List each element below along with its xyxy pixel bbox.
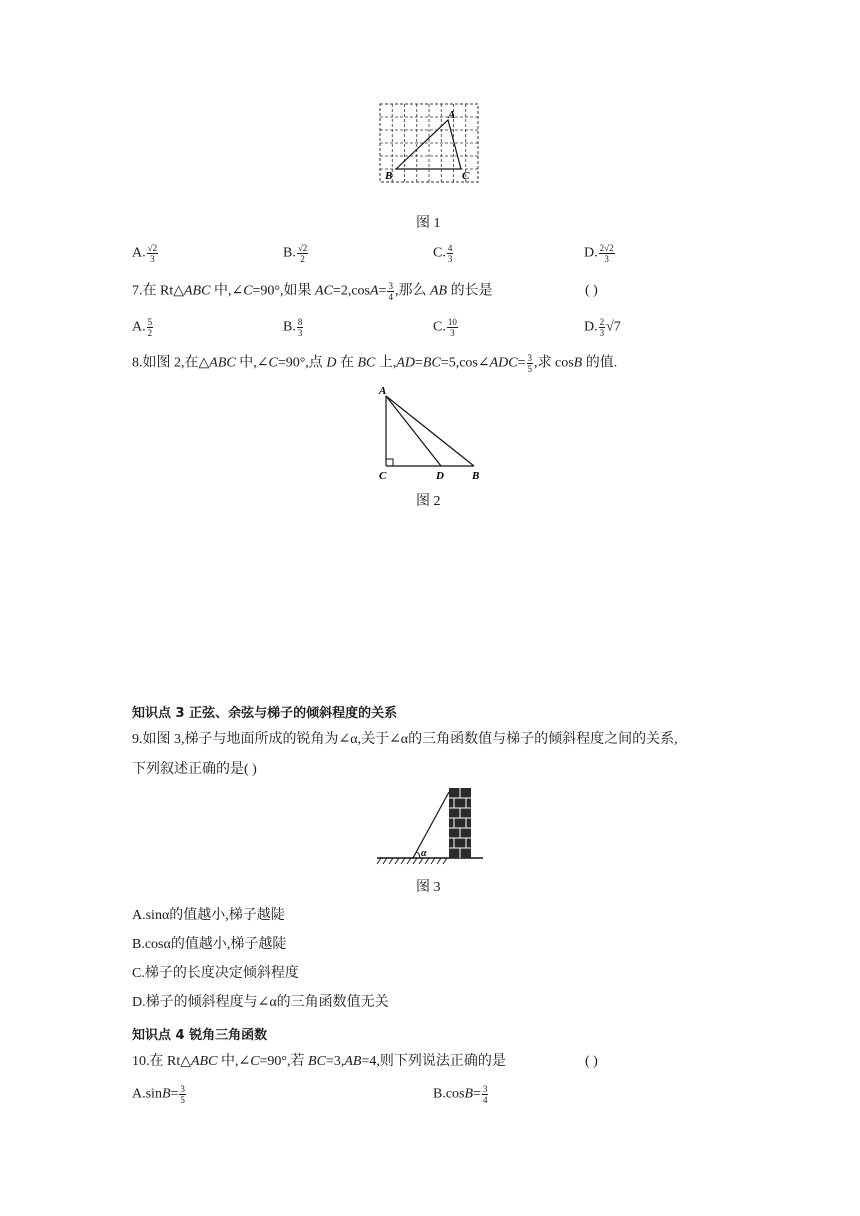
q7-text: 7.在 Rt△ [132,283,184,299]
q8-text: 的值. [582,355,618,371]
q9-option-b[interactable]: B.cosα的值越小,梯子越陡 [132,937,287,952]
q7-option-a-numerator: 5 [147,317,153,327]
question-10 [132,1052,506,1072]
q10-var-abc: ABC [191,1054,218,1069]
q7-text: =2,cos [332,283,370,299]
q10-var-c: C [250,1054,260,1069]
q8-frac-numerator: 3 [527,353,532,363]
q8-text: 在 [336,355,358,371]
q7-text: 的长是 [447,283,493,299]
figure-1-label-b: B [385,170,393,182]
q8-var-bc: BC [357,355,376,371]
q6-option-c-prefix: C. [433,245,446,261]
q7-option-b-numerator: 8 [297,317,303,327]
figure-1-label-a: A [448,109,456,121]
q10-answer-paren[interactable]: ( ) [585,1054,598,1069]
q6-option-a[interactable] [132,243,159,264]
figure-3 [375,786,487,868]
q10-option-b-denominator: 4 [482,1095,488,1105]
q10-var-ab: AB [344,1054,362,1069]
q7-option-a-denominator: 2 [147,328,153,338]
q10-option-a-prefix: A.sin [132,1086,162,1102]
q6-option-b-prefix: B. [283,245,296,261]
q7-var-a: A [369,283,379,299]
q10-option-a-var: B [161,1086,171,1102]
figure-2-right-triangle [374,382,490,484]
figure-3-label-alpha: α [421,848,427,859]
q7-option-c-denominator: 3 [450,328,455,338]
figure-1-label-c: C [462,170,470,182]
q8-text: =90°,点 [277,355,327,371]
q9-option-c[interactable]: C.梯子的长度决定倾斜程度 [132,966,299,981]
q7-var-ab: AB [429,283,448,299]
q7-option-d-denominator: 3 [599,328,605,338]
q6-option-d-prefix: D. [584,245,598,261]
q7-option-d[interactable] [584,317,621,338]
q9-option-a[interactable]: A.sinα的值越小,梯子越陡 [132,908,285,923]
section-4-title: 知识点 4 锐角三角函数 [132,1028,268,1043]
q10-text: =3, [325,1054,345,1069]
q7-option-b-prefix: B. [283,319,296,335]
q7-option-c[interactable] [433,317,459,338]
q8-text: = [415,355,423,371]
question-9-line-2: 下列叙述正确的是( ) [132,762,257,777]
q7-option-d-sqrt7: √7 [606,319,621,335]
q10-text: 中,∠ [217,1054,251,1069]
figure-2-label-c: C [379,470,387,482]
q8-frac-denominator: 5 [527,364,532,374]
q8-text: =5,cos∠ [440,355,490,371]
q8-var-d: D [326,355,337,371]
q7-var-abc: ABC [184,283,211,299]
q7-option-c-numerator: 10 [447,317,457,327]
q8-text: = [517,355,526,371]
q8-text: 上, [375,355,397,371]
q10-option-a-denominator: 5 [180,1095,185,1105]
question-8 [132,353,617,374]
q8-var-adc: ADC [489,355,518,371]
q10-option-a-numerator: 3 [180,1084,185,1094]
q6-option-d-numerator: 2√2 [599,243,614,253]
q8-var-ad: AD [396,355,415,371]
q6-option-b-denominator: 2 [300,254,305,264]
q10-option-b-numerator: 3 [482,1084,488,1094]
q6-option-d[interactable] [584,243,616,264]
q8-var-b: B [573,355,583,371]
q7-option-b-denominator: 3 [297,328,303,338]
q10-text: =90°,若 [259,1054,309,1069]
figure-2-caption: 图 2 [416,494,441,509]
figure-3-caption: 图 3 [416,880,441,895]
q8-text: ,求 cos [534,355,574,371]
q7-answer-paren[interactable]: ( ) [585,283,598,298]
question-9-line-1: 9.如图 3,梯子与地面所成的锐角为∠α,关于∠α的三角函数值与梯子的倾斜程度之间的关系, [132,732,678,747]
figure-1-caption: 图 1 [416,216,441,231]
q10-option-a-eq: = [170,1086,179,1102]
q7-option-c-prefix: C. [433,319,446,335]
q6-option-a-prefix: A. [132,245,146,261]
q6-option-a-denominator: 3 [150,254,155,264]
figure-1-grid-triangle [378,102,480,184]
figure-3-ladder-wall [375,786,487,868]
q7-option-d-numerator: 2 [599,317,605,327]
section-3-title: 知识点 3 正弦、余弦与梯子的倾斜程度的关系 [132,706,398,721]
figure-1 [378,102,480,184]
q7-text: =90°,如果 [252,283,316,299]
q8-text: 中,∠ [235,355,269,371]
figure-2-label-b: B [472,470,480,482]
q6-option-c[interactable] [433,243,454,264]
q10-var-bc: BC [308,1054,326,1069]
q10-text: =4,则下列说法正确的是 [361,1054,506,1069]
q7-frac-denominator: 4 [388,292,393,302]
q8-var-abc: ABC [209,355,236,371]
q6-option-a-numerator: √2 [147,243,158,253]
q10-option-a[interactable] [132,1084,187,1105]
q10-option-b-eq: = [473,1086,481,1102]
q6-option-b-numerator: √2 [297,243,308,253]
q6-option-c-numerator: 4 [447,243,453,253]
q7-option-a-prefix: A. [132,319,146,335]
q7-var-c: C [243,283,253,299]
q7-option-b[interactable] [283,317,304,338]
figure-2-label-d: D [436,470,444,482]
q6-option-c-denominator: 3 [447,254,453,264]
q7-var-ac: AC [315,283,333,299]
figure-2 [374,382,490,484]
question-7 [132,281,493,302]
figure-2-label-a: A [379,385,387,397]
q8-text: 8.如图 2,在△ [132,355,210,371]
q10-option-b[interactable] [433,1084,489,1105]
q10-text: 10.在 Rt△ [132,1054,191,1069]
q6-option-d-denominator: 3 [604,254,609,264]
q7-option-d-prefix: D. [584,319,598,335]
q10-option-b-prefix: B.cos [433,1086,465,1102]
q7-text: 中,∠ [210,283,244,299]
q10-option-b-var: B [464,1086,474,1102]
q6-option-b[interactable] [283,243,309,264]
q8-var-c: C [268,355,278,371]
q7-text: ,那么 [394,283,430,299]
q7-option-a[interactable] [132,317,154,338]
q8-var-bc: BC [422,355,441,371]
q7-text: = [378,283,387,299]
q9-option-d[interactable]: D.梯子的倾斜程度与∠α的三角函数值无关 [132,995,389,1010]
q7-frac-numerator: 3 [388,281,393,291]
